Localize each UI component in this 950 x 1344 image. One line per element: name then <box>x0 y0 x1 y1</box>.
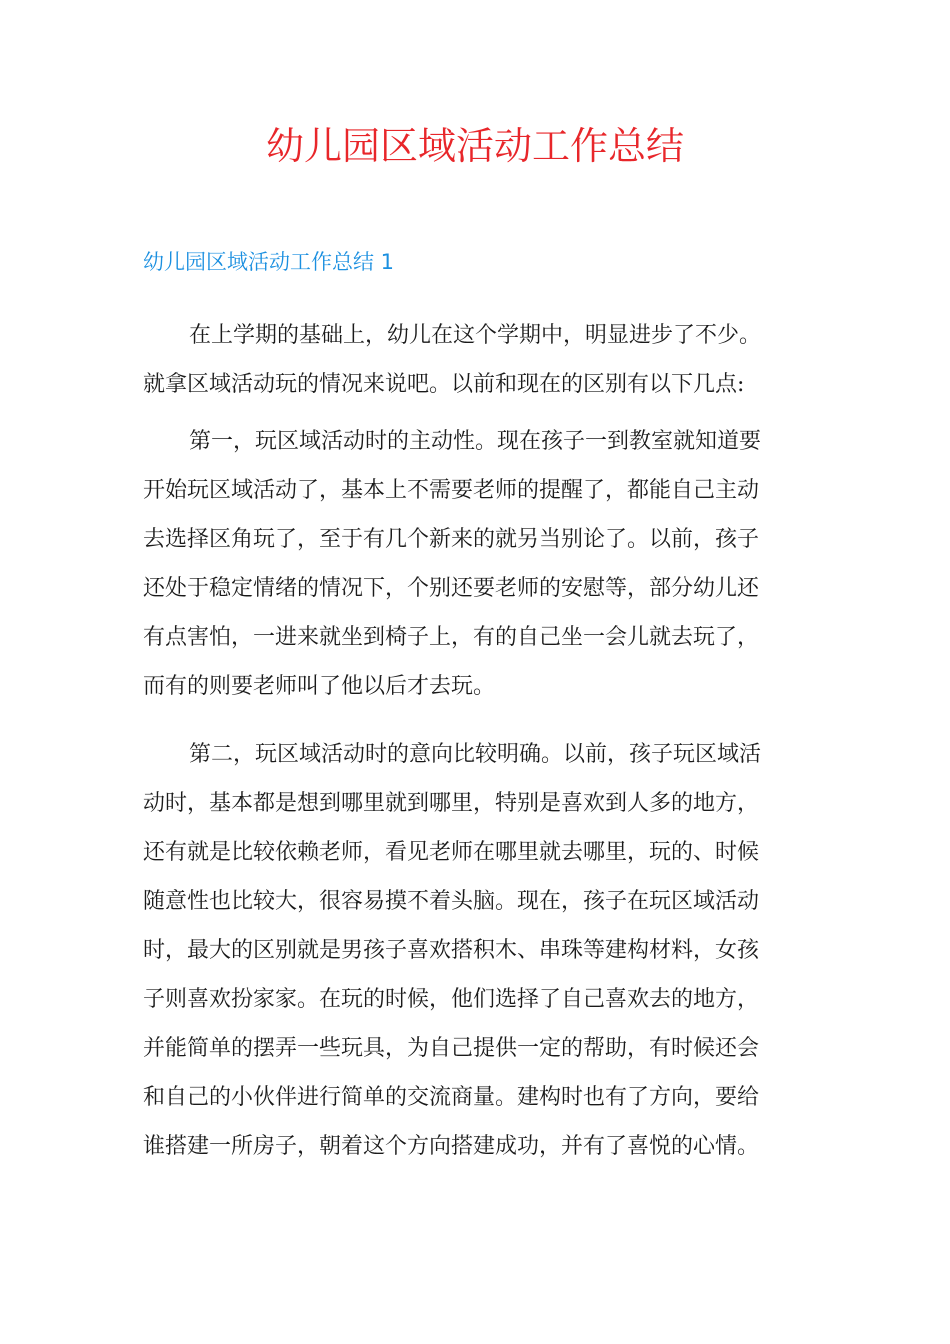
paragraph-line: 第二，玩区域活动时的意向比较明确。以前，孩子玩区域活 <box>189 742 762 767</box>
paragraph-3 <box>143 730 813 1171</box>
paragraph-line: 还有就是比较依赖老师，看见老师在哪里就去哪里，玩的、时候 <box>143 840 760 865</box>
paragraph-line: 和自己的小伙伴进行简单的交流商量。建构时也有了方向，要给 <box>143 1085 760 1110</box>
document-title: 幼儿园区域活动工作总结 <box>265 124 684 168</box>
paragraph-line: 就拿区域活动玩的情况来说吧。以前和现在的区别有以下几点: <box>143 372 745 397</box>
paragraph-line: 而有的则要老师叫了他以后才去玩。 <box>143 674 496 699</box>
paragraph-line: 并能简单的摆弄一些玩具，为自己提供一定的帮助，有时候还会 <box>143 1036 760 1061</box>
paragraph-line: 有点害怕，一进来就坐到椅子上，有的自己坐一会儿就去玩了， <box>143 625 760 650</box>
paragraph-line: 第一，玩区域活动时的主动性。现在孩子一到教室就知道要 <box>189 429 762 454</box>
paragraph-line: 随意性也比较大，很容易摸不着头脑。现在，孩子在玩区域活动 <box>143 889 760 914</box>
paragraph-1 <box>143 311 813 409</box>
paragraph-line: 开始玩区域活动了，基本上不需要老师的提醒了，都能自己主动 <box>143 478 760 503</box>
paragraph-line: 动时，基本都是想到哪里就到哪里，特别是喜欢到人多的地方， <box>143 791 760 816</box>
paragraph-line: 时，最大的区别就是男孩子喜欢搭积木、串珠等建构材料，女孩 <box>143 938 760 963</box>
paragraph-line: 子则喜欢扮家家。在玩的时候，他们选择了自己喜欢去的地方， <box>143 987 760 1012</box>
section-heading: 幼儿园区域活动工作总结 1 <box>143 250 395 274</box>
paragraph-line: 还处于稳定情绪的情况下，个别还要老师的安慰等，部分幼儿还 <box>143 576 760 601</box>
paragraph-2 <box>143 417 813 711</box>
paragraph-line: 在上学期的基础上，幼儿在这个学期中，明显进步了不少。 <box>189 323 762 348</box>
paragraph-line: 去选择区角玩了，至于有几个新来的就另当别论了。以前，孩子 <box>143 527 760 552</box>
paragraph-line: 谁搭建一所房子，朝着这个方向搭建成功，并有了喜悦的心情。 <box>143 1134 760 1159</box>
